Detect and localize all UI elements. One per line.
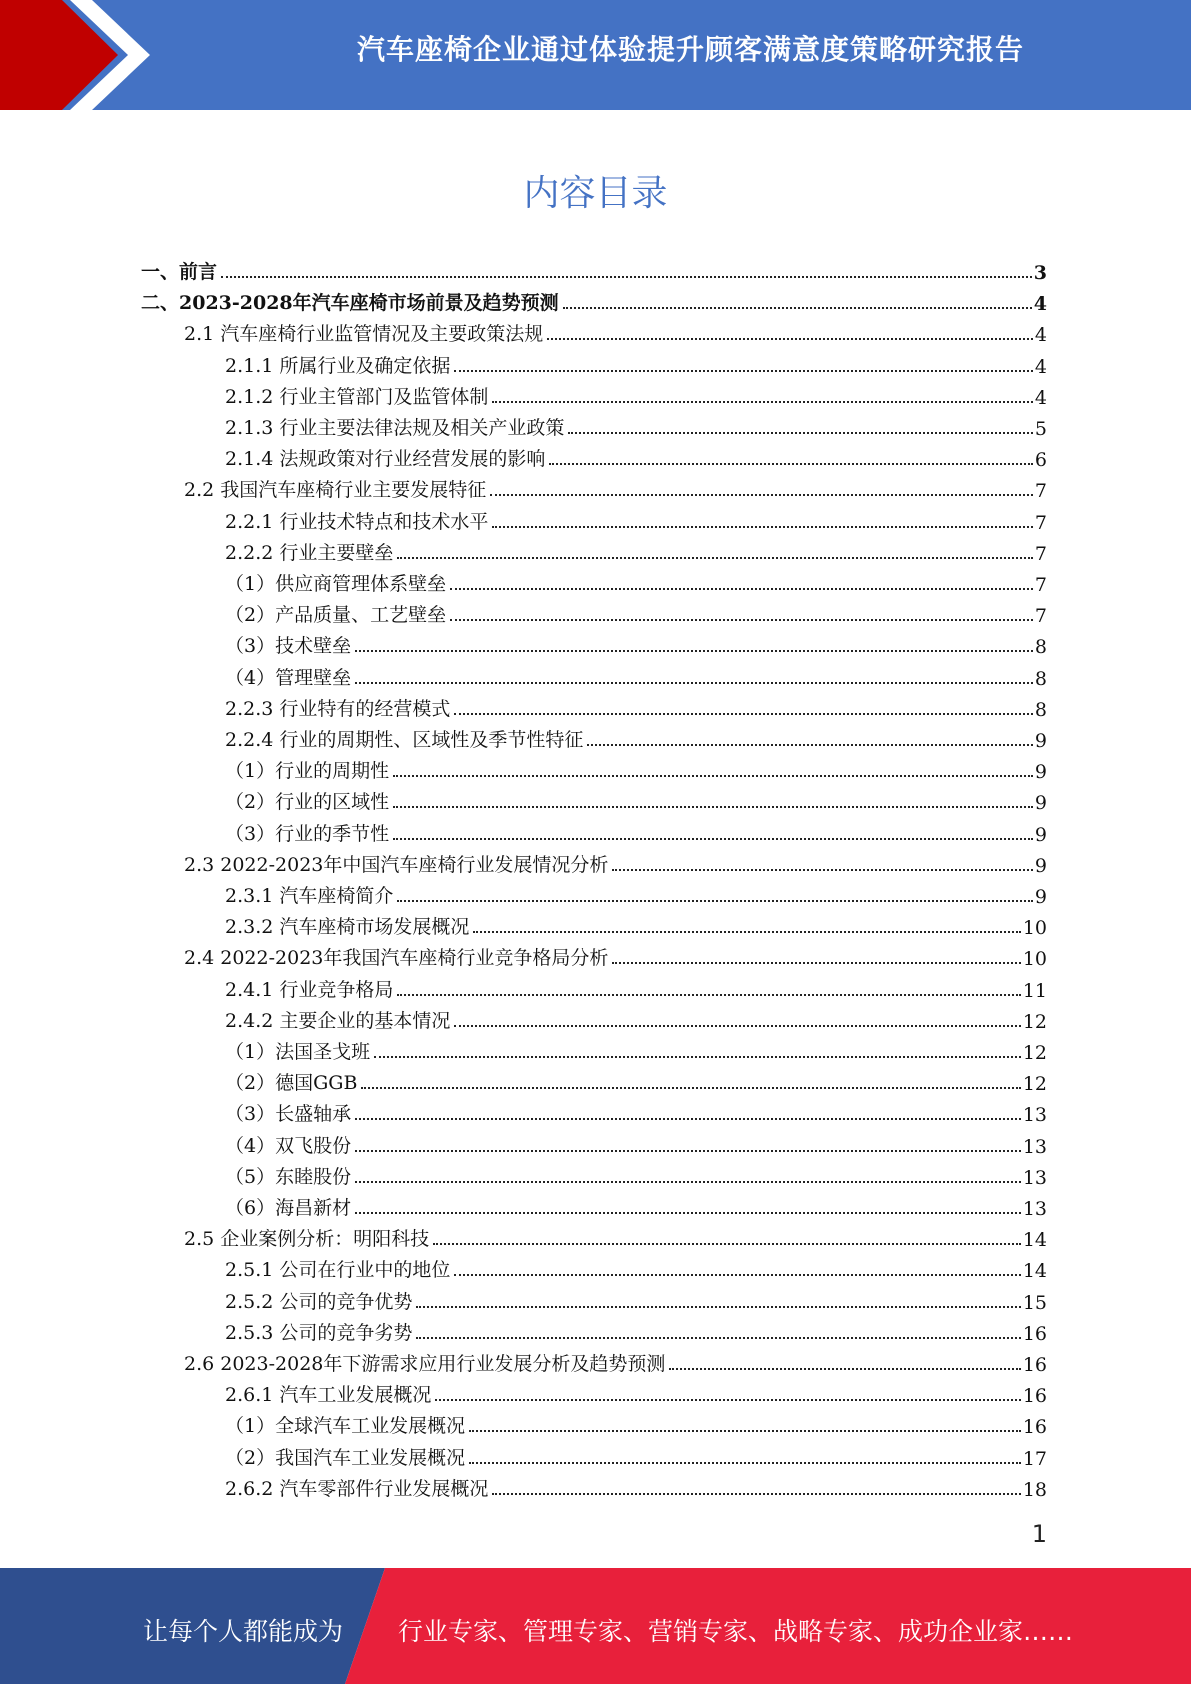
toc-entry-label: 2.2.2 行业主要壁垒: [225, 541, 394, 564]
toc-dot-leader: [469, 1429, 1021, 1432]
toc-dot-leader: [612, 868, 1033, 871]
toc-entry-page: 7: [1034, 480, 1047, 503]
toc-entry-label: （1）全球汽车工业发展概况: [225, 1415, 466, 1438]
toc-entry-label: 2.6.2 汽车零部件行业发展概况: [225, 1477, 489, 1500]
toc-entry-page: 3: [1033, 262, 1047, 284]
toc-dot-leader: [563, 306, 1032, 309]
toc-dot-leader: [587, 743, 1033, 746]
toc-entry-page: 9: [1034, 854, 1047, 877]
toc-entry[interactable]: [225, 1252, 1047, 1282]
toc-entry-page: 4: [1033, 293, 1047, 316]
toc-dot-leader: [612, 961, 1020, 964]
toc-entry-page: 12: [1022, 1073, 1047, 1096]
toc-dot-leader: [221, 275, 1032, 278]
toc-dot-leader: [393, 805, 1033, 808]
header-arrow-decoration: [0, 0, 160, 110]
toc-entry-page: 16: [1022, 1416, 1047, 1439]
toc-dot-leader: [393, 774, 1033, 777]
toc-entry[interactable]: [225, 535, 1047, 565]
toc-entry[interactable]: [141, 285, 1047, 315]
toc-entry[interactable]: [225, 504, 1047, 534]
toc-entry[interactable]: [225, 1440, 1047, 1470]
toc-entry[interactable]: [225, 628, 1047, 658]
toc-entry-label: （2）产品质量、工艺壁垒: [225, 604, 447, 627]
toc-entry[interactable]: [184, 472, 1047, 502]
toc-dot-leader: [397, 993, 1020, 996]
toc-entry-label: 2.6 2023-2028年下游需求应用行业发展分析及趋势预测: [184, 1353, 666, 1375]
toc-entry-label: 2.5.2 公司的竞争优势: [225, 1290, 413, 1313]
toc-entry-label: 2.4.1 行业竞争格局: [225, 978, 394, 1001]
toc-entry-label: （6）海昌新材: [225, 1197, 352, 1219]
toc-entry-page: 4: [1034, 324, 1047, 347]
toc-entry[interactable]: [184, 847, 1047, 877]
toc-dot-leader: [416, 1336, 1020, 1339]
toc-entry-label: （3）行业的季节性: [225, 822, 390, 845]
toc-entry-page: 4: [1034, 386, 1047, 409]
toc-entry[interactable]: [225, 1408, 1047, 1438]
toc-entry-label: 2.1.1 所属行业及确定依据: [225, 354, 451, 377]
toc-entry-label: 2.5.3 公司的竞争劣势: [225, 1321, 413, 1344]
toc-entry-page: 17: [1022, 1447, 1047, 1470]
toc-entry-label: 一、前言: [141, 261, 218, 283]
toc-entry[interactable]: [225, 1315, 1047, 1345]
toc-entry-label: （2）我国汽车工业发展概况: [225, 1446, 466, 1469]
toc-entry-page: 5: [1034, 418, 1047, 440]
toc-heading: 内容目录: [523, 173, 668, 214]
toc-entry[interactable]: [225, 660, 1047, 690]
toc-entry-page: 6: [1034, 449, 1047, 472]
toc-entry-page: 9: [1034, 730, 1047, 752]
toc-entry[interactable]: [184, 1346, 1047, 1376]
toc-entry[interactable]: [225, 379, 1047, 409]
toc-entry-page: 13: [1022, 1104, 1047, 1127]
toc-dot-leader: [568, 431, 1033, 434]
toc-entry-page: 16: [1022, 1354, 1047, 1376]
toc-entry-label: （3）长盛轴承: [225, 1103, 352, 1126]
toc-dot-leader: [450, 618, 1033, 621]
toc-entry[interactable]: [184, 940, 1047, 970]
toc-dot-leader: [669, 1367, 1020, 1370]
toc-entry-page: 7: [1034, 542, 1047, 565]
toc-entry-page: 12: [1022, 1010, 1047, 1033]
toc-entry[interactable]: [225, 1065, 1047, 1095]
toc-entry-page: 8: [1034, 636, 1047, 659]
toc-entry[interactable]: [225, 972, 1047, 1002]
toc-entry[interactable]: [225, 753, 1047, 783]
toc-dot-leader: [450, 587, 1033, 590]
toc-entry-label: 二、2023-2028年汽车座椅市场前景及趋势预测: [141, 292, 559, 315]
toc-dot-leader: [355, 1117, 1021, 1120]
toc-entry-page: 14: [1022, 1229, 1047, 1252]
toc-dot-leader: [433, 1242, 1021, 1245]
toc-entry[interactable]: [225, 878, 1047, 908]
toc-entry-page: 7: [1034, 605, 1047, 628]
toc-entry-label: 2.4.2 主要企业的基本情况: [225, 1009, 451, 1032]
toc-dot-leader: [454, 712, 1033, 715]
toc-dot-leader: [454, 369, 1033, 372]
toc-entry[interactable]: [225, 1128, 1047, 1158]
toc-dot-leader: [355, 1180, 1021, 1183]
toc-entry[interactable]: [184, 316, 1047, 346]
toc-entry-page: 16: [1022, 1385, 1047, 1408]
toc-dot-leader: [397, 899, 1033, 902]
toc-dot-leader: [355, 1211, 1021, 1214]
toc-entry[interactable]: [225, 691, 1047, 721]
toc-entry[interactable]: [225, 348, 1047, 378]
toc-entry-page: 4: [1034, 355, 1047, 378]
toc-entry-label: 2.5 企业案例分析：明阳科技: [184, 1228, 430, 1251]
toc-dot-leader: [454, 1273, 1020, 1276]
toc-entry[interactable]: [225, 1377, 1047, 1407]
toc-entry-page: 13: [1022, 1135, 1047, 1158]
toc-entry[interactable]: [141, 254, 1047, 284]
report-title: 汽车座椅企业通过体验提升顾客满意度策略研究报告: [356, 33, 1024, 66]
toc-entry-label: 2.6.1 汽车工业发展概况: [225, 1384, 432, 1407]
toc-entry-label: 2.5.1 公司在行业中的地位: [225, 1259, 451, 1282]
toc-entry-page: 11: [1022, 979, 1047, 1002]
toc-entry-label: 2.3 2022-2023年中国汽车座椅行业发展情况分析: [184, 853, 609, 876]
toc-entry-label: 2.1 汽车座椅行业监管情况及主要政策法规: [184, 323, 544, 346]
toc-entry-page: 9: [1034, 792, 1047, 815]
toc-entry[interactable]: [225, 816, 1047, 846]
toc-entry-label: （1）行业的周期性: [225, 760, 390, 783]
toc-entry-page: 9: [1034, 761, 1047, 784]
toc-dot-leader: [492, 525, 1033, 528]
toc-dot-leader: [355, 681, 1033, 684]
toc-entry-label: 2.1.3 行业主要法律法规及相关产业政策: [225, 417, 565, 439]
toc-entry-page: 18: [1022, 1478, 1047, 1501]
toc-entry[interactable]: [225, 1096, 1047, 1126]
toc-entry-label: 2.2 我国汽车座椅行业主要发展特征: [184, 479, 487, 502]
toc-entry-page: 10: [1022, 948, 1047, 971]
toc-entry-page: 15: [1022, 1291, 1047, 1314]
toc-entry-page: 9: [1034, 886, 1047, 908]
toc-entry-label: 2.1.2 行业主管部门及监管体制: [225, 385, 489, 408]
toc-dot-leader: [435, 1398, 1020, 1401]
toc-entry-page: 8: [1034, 667, 1047, 690]
toc-entry-page: 14: [1022, 1260, 1047, 1283]
toc-entry-label: 2.2.4 行业的周期性、区域性及季节性特征: [225, 729, 584, 751]
toc-entry-page: 16: [1022, 1322, 1047, 1345]
toc-dot-leader: [473, 930, 1020, 933]
toc-entry-label: 2.4 2022-2023年我国汽车座椅行业竞争格局分析: [184, 947, 609, 970]
toc-dot-leader: [361, 1086, 1020, 1089]
toc-dot-leader: [397, 556, 1033, 559]
toc-entry[interactable]: [225, 1003, 1047, 1033]
toc-dot-leader: [393, 837, 1033, 840]
toc-entry-label: （5）东睦股份: [225, 1165, 352, 1188]
toc-entry[interactable]: [225, 1284, 1047, 1314]
toc-entry-label: （4）管理壁垒: [225, 666, 352, 689]
toc-entry[interactable]: [225, 441, 1047, 471]
toc-entry-label: 2.2.3 行业特有的经营模式: [225, 697, 451, 720]
toc-entry-label: 2.1.4 法规政策对行业经营发展的影响: [225, 448, 546, 471]
footer-slogan-right: 行业专家、管理专家、营销专家、战略专家、成功企业家……: [398, 1617, 1074, 1646]
toc-dot-leader: [355, 649, 1033, 652]
toc-entry[interactable]: [225, 1159, 1047, 1189]
toc-entry[interactable]: [225, 722, 1047, 752]
page-header: [0, 0, 1191, 110]
toc-entry-label: （2）德国GGB: [225, 1072, 358, 1095]
toc-entry-page: 13: [1022, 1166, 1047, 1189]
toc-entry[interactable]: [225, 909, 1047, 939]
toc-entry[interactable]: [225, 1034, 1047, 1064]
toc-entry-label: （1）供应商管理体系壁垒: [225, 573, 447, 595]
toc-entry[interactable]: [225, 1190, 1047, 1220]
toc-entry-label: 2.3.2 汽车座椅市场发展概况: [225, 916, 470, 939]
toc-entry-page: 12: [1022, 1042, 1047, 1064]
toc-entry-label: （2）行业的区域性: [225, 791, 390, 814]
toc-entry-label: （1）法国圣戈班: [225, 1041, 371, 1063]
toc-dot-leader: [374, 1055, 1021, 1058]
toc-entry-page: 9: [1034, 823, 1047, 846]
toc-entry-label: 2.3.1 汽车座椅简介: [225, 885, 394, 907]
toc-entry-page: 7: [1034, 574, 1047, 596]
toc-entry[interactable]: [225, 410, 1047, 440]
toc-dot-leader: [416, 1305, 1020, 1308]
page-number: 1: [1031, 1520, 1047, 1548]
toc-entry-page: 10: [1022, 917, 1047, 940]
toc-entry[interactable]: [225, 566, 1047, 596]
toc-entry-label: （4）双飞股份: [225, 1134, 352, 1157]
toc-dot-leader: [490, 493, 1033, 496]
toc-entry[interactable]: [225, 597, 1047, 627]
toc-entry[interactable]: [225, 1471, 1047, 1501]
toc-dot-leader: [492, 400, 1033, 403]
toc-entry-page: 13: [1022, 1198, 1047, 1220]
footer-slogan-left: 让每个人都能成为: [143, 1617, 344, 1646]
toc-dot-leader: [549, 462, 1033, 465]
toc-entry-label: 2.2.1 行业技术特点和技术水平: [225, 510, 489, 533]
toc-entry[interactable]: [184, 1221, 1047, 1251]
page-footer: [0, 1568, 1191, 1684]
toc-entry-page: 7: [1034, 511, 1047, 534]
toc-dot-leader: [355, 1149, 1021, 1152]
toc-entry-label: （3）技术壁垒: [225, 635, 352, 658]
toc-dot-leader: [547, 337, 1033, 340]
toc-dot-leader: [454, 1024, 1020, 1027]
toc-entry[interactable]: [225, 784, 1047, 814]
toc-dot-leader: [492, 1492, 1020, 1495]
toc-dot-leader: [469, 1461, 1021, 1464]
toc-entry-page: 8: [1034, 698, 1047, 721]
